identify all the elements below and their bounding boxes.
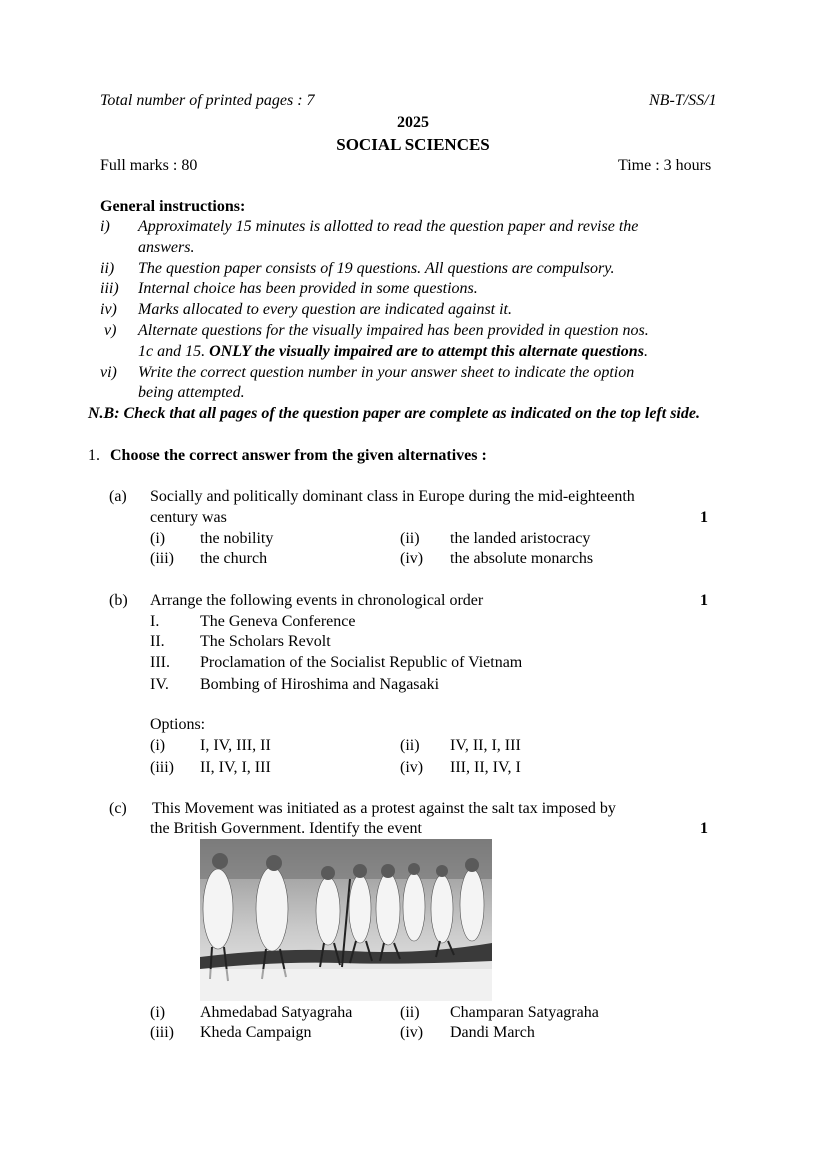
option-text: II, IV, I, III	[200, 759, 271, 776]
option-text: III, II, IV, I	[450, 759, 521, 776]
instruction-plain-part: 1c and 15.	[138, 343, 210, 360]
marks: 1	[700, 592, 708, 609]
instruction-text: Marks allocated to every question are indicated against it.	[138, 301, 512, 318]
event-number: IV.	[150, 676, 169, 693]
subject-title: SOCIAL SCIENCES	[336, 135, 490, 154]
paper-code: NB-T/SS/1	[649, 92, 717, 109]
option-text: the absolute monarchs	[450, 550, 594, 567]
full-marks: Full marks : 80	[100, 157, 198, 174]
instruction-bold-part: ONLY the visually impaired are to attempt this alternate questions	[209, 343, 644, 360]
question-text: the British Government. Identify the event	[150, 820, 422, 837]
option-number: (i)	[150, 1004, 166, 1021]
event-text: The Scholars Revolt	[200, 633, 331, 650]
event-text: Proclamation of the Socialist Republic of Vietnam	[200, 654, 523, 671]
photo-illustration	[200, 839, 492, 1001]
option-number: (iii)	[150, 1024, 174, 1041]
option-number: (iv)	[400, 550, 424, 567]
question-text: Socially and politically dominant class in Europe during the mid-eighteenth	[150, 488, 635, 505]
instruction-number: vi)	[100, 364, 117, 381]
option-text: the nobility	[200, 530, 274, 547]
option-text: I, IV, III, II	[200, 737, 271, 754]
option-text: Kheda Campaign	[200, 1024, 312, 1041]
exam-year: 2025	[397, 114, 429, 131]
time-allowed: Time : 3 hours	[618, 157, 712, 174]
subquestion-label: (c)	[109, 800, 127, 817]
instructions-heading: General instructions:	[100, 198, 246, 215]
instruction-text: Write the correct question number in your answer sheet to indicate the option	[138, 364, 635, 381]
instruction-text: The question paper consists of 19 questions. All questions are compulsory.	[138, 260, 615, 277]
event-text: The Geneva Conference	[200, 613, 356, 630]
instruction-text-continued	[138, 342, 648, 362]
question-number: 1.	[88, 447, 100, 464]
option-number: (i)	[150, 737, 166, 754]
option-number: (iii)	[150, 550, 174, 567]
option-text: the landed aristocracy	[450, 530, 591, 547]
instruction-text: Approximately 15 minutes is allotted to read the question paper and revise the	[138, 218, 639, 235]
option-number: (ii)	[400, 1004, 420, 1021]
question-text: Arrange the following events in chronological order	[150, 592, 484, 609]
option-text: Champaran Satyagraha	[450, 1004, 599, 1021]
event-text: Bombing of Hiroshima and Nagasaki	[200, 676, 440, 693]
option-number: (iv)	[400, 759, 424, 776]
question-title: Choose the correct answer from the given alternatives :	[110, 447, 487, 464]
instruction-number: v)	[104, 322, 117, 339]
event-number: III.	[150, 654, 170, 671]
option-text: IV, II, I, III	[450, 737, 521, 754]
subquestion-label: (a)	[109, 488, 127, 505]
instruction-number: iii)	[100, 280, 119, 297]
option-text: Dandi March	[450, 1024, 535, 1041]
instruction-text: Alternate questions for the visually impaired has been provided in question nos.	[138, 322, 649, 339]
option-text: Ahmedabad Satyagraha	[200, 1004, 353, 1021]
instruction-number: iv)	[100, 301, 117, 318]
option-number: (ii)	[400, 737, 420, 754]
question-text: century was	[150, 509, 227, 526]
options-label: Options:	[150, 716, 206, 733]
total-pages-note: Total number of printed pages : 7	[100, 92, 315, 109]
option-number: (i)	[150, 530, 166, 547]
instruction-text: answers.	[138, 239, 195, 256]
question-text: This Movement was initiated as a protest against the salt tax imposed by	[152, 800, 616, 817]
instruction-end: .	[643, 343, 648, 360]
instruction-text: being attempted.	[138, 384, 245, 401]
instruction-number: ii)	[100, 260, 115, 277]
instruction-text: Internal choice has been provided in some questions.	[138, 280, 478, 297]
event-number: I.	[150, 613, 160, 630]
salt-march-photo	[200, 839, 492, 1001]
marks: 1	[700, 820, 708, 837]
option-number: (iv)	[400, 1024, 424, 1041]
option-number: (iii)	[150, 759, 174, 776]
event-number: II.	[150, 633, 165, 650]
option-number: (ii)	[400, 530, 420, 547]
instruction-number: i)	[100, 218, 110, 235]
marks: 1	[700, 509, 708, 526]
option-text: the church	[200, 550, 268, 567]
subquestion-label: (b)	[109, 592, 128, 609]
nb-note: N.B: Check that all pages of the question paper are complete as indicated on the top left side.	[88, 405, 700, 422]
